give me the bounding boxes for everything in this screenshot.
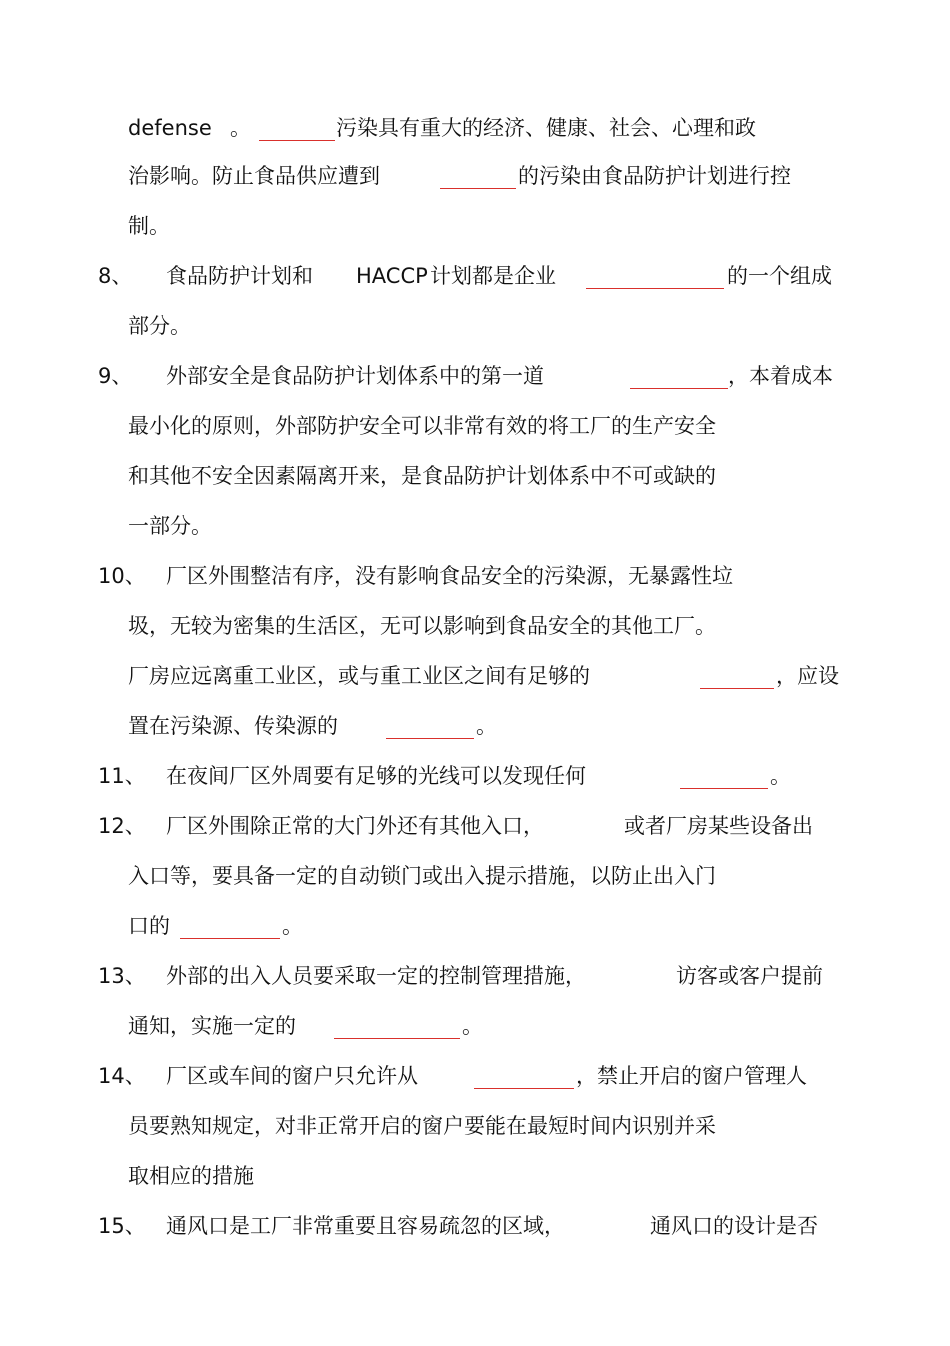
answer-blank[interactable]	[386, 738, 474, 739]
text-haccp: HACCP	[356, 264, 428, 288]
text-period: 。	[462, 1014, 483, 1038]
text-period: 。	[770, 764, 791, 788]
question-number: 8、	[98, 264, 133, 288]
answer-blank[interactable]	[474, 1088, 574, 1089]
text-line: 制。	[128, 214, 170, 238]
text-line: 员要熟知规定，对非正常开启的窗户要能在最短时间内识别并采	[128, 1114, 716, 1138]
text-line: 治影响。防止食品供应遭到	[128, 164, 380, 188]
question-number: 14、	[98, 1064, 146, 1088]
text-line: 厂区外围整洁有序，没有影响食品安全的污染源，无暴露性垃	[166, 564, 733, 588]
text-line: 最小化的原则，外部防护安全可以非常有效的将工厂的生产安全	[128, 414, 716, 438]
text-line: 通知，实施一定的	[128, 1014, 296, 1038]
text-line: 一部分。	[128, 514, 212, 538]
question-number: 11、	[98, 764, 146, 788]
answer-blank[interactable]	[440, 188, 516, 189]
text-line: 厂区或车间的窗户只允许从	[166, 1064, 418, 1088]
answer-blank[interactable]	[180, 938, 280, 939]
text-line: 外部安全是食品防护计划体系中的第一道	[166, 364, 544, 388]
answer-blank[interactable]	[700, 688, 774, 689]
text-line: 入口等，要具备一定的自动锁门或出入提示措施，以防止出入门	[128, 864, 716, 888]
text-line: 或者厂房某些设备出	[624, 814, 813, 838]
answer-blank[interactable]	[630, 388, 728, 389]
text-line: 污染具有重大的经济、健康、社会、心理和政	[336, 116, 756, 140]
text-period: 。	[230, 116, 251, 140]
text-line: 圾，无较为密集的生活区，无可以影响到食品安全的其他工厂。	[128, 614, 716, 638]
text-line: ，禁止开启的窗户管理人	[576, 1064, 807, 1088]
question-number: 13、	[98, 964, 146, 988]
text-line: ，应设	[776, 664, 839, 688]
text-line: 厂区外围除正常的大门外还有其他入口，	[166, 814, 544, 838]
text-period: 。	[476, 714, 497, 738]
question-number: 10、	[98, 564, 146, 588]
text-line: 和其他不安全因素隔离开来，是食品防护计划体系中不可或缺的	[128, 464, 716, 488]
text-line: 通风口是工厂非常重要且容易疏忽的区域，	[166, 1214, 565, 1238]
question-number: 12、	[98, 814, 146, 838]
text-line: 的一个组成	[727, 264, 832, 288]
question-number: 9、	[98, 364, 133, 388]
text-line: 在夜间厂区外周要有足够的光线可以发现任何	[166, 764, 586, 788]
text-line: ，本着成本	[728, 364, 833, 388]
answer-blank[interactable]	[259, 140, 335, 141]
text-line: 置在污染源、传染源的	[128, 714, 338, 738]
text-line: 计划都是企业	[430, 264, 556, 288]
text-period: 。	[282, 914, 303, 938]
text-line: 口的	[128, 914, 170, 938]
text-line: 厂房应远离重工业区，或与重工业区之间有足够的	[128, 664, 590, 688]
text-line: 取相应的措施	[128, 1164, 254, 1188]
text-line: 外部的出入人员要采取一定的控制管理措施，	[166, 964, 586, 988]
answer-blank[interactable]	[680, 788, 768, 789]
text-line: 食品防护计划和	[166, 264, 313, 288]
text-line: 访客或客户提前	[676, 964, 823, 988]
text-defense: defense	[128, 116, 212, 140]
answer-blank[interactable]	[586, 288, 724, 289]
answer-blank[interactable]	[334, 1038, 460, 1039]
text-line: 的污染由食品防护计划进行控	[518, 164, 791, 188]
text-line: 通风口的设计是否	[650, 1214, 818, 1238]
text-line: 部分。	[128, 314, 191, 338]
question-number: 15、	[98, 1214, 146, 1238]
